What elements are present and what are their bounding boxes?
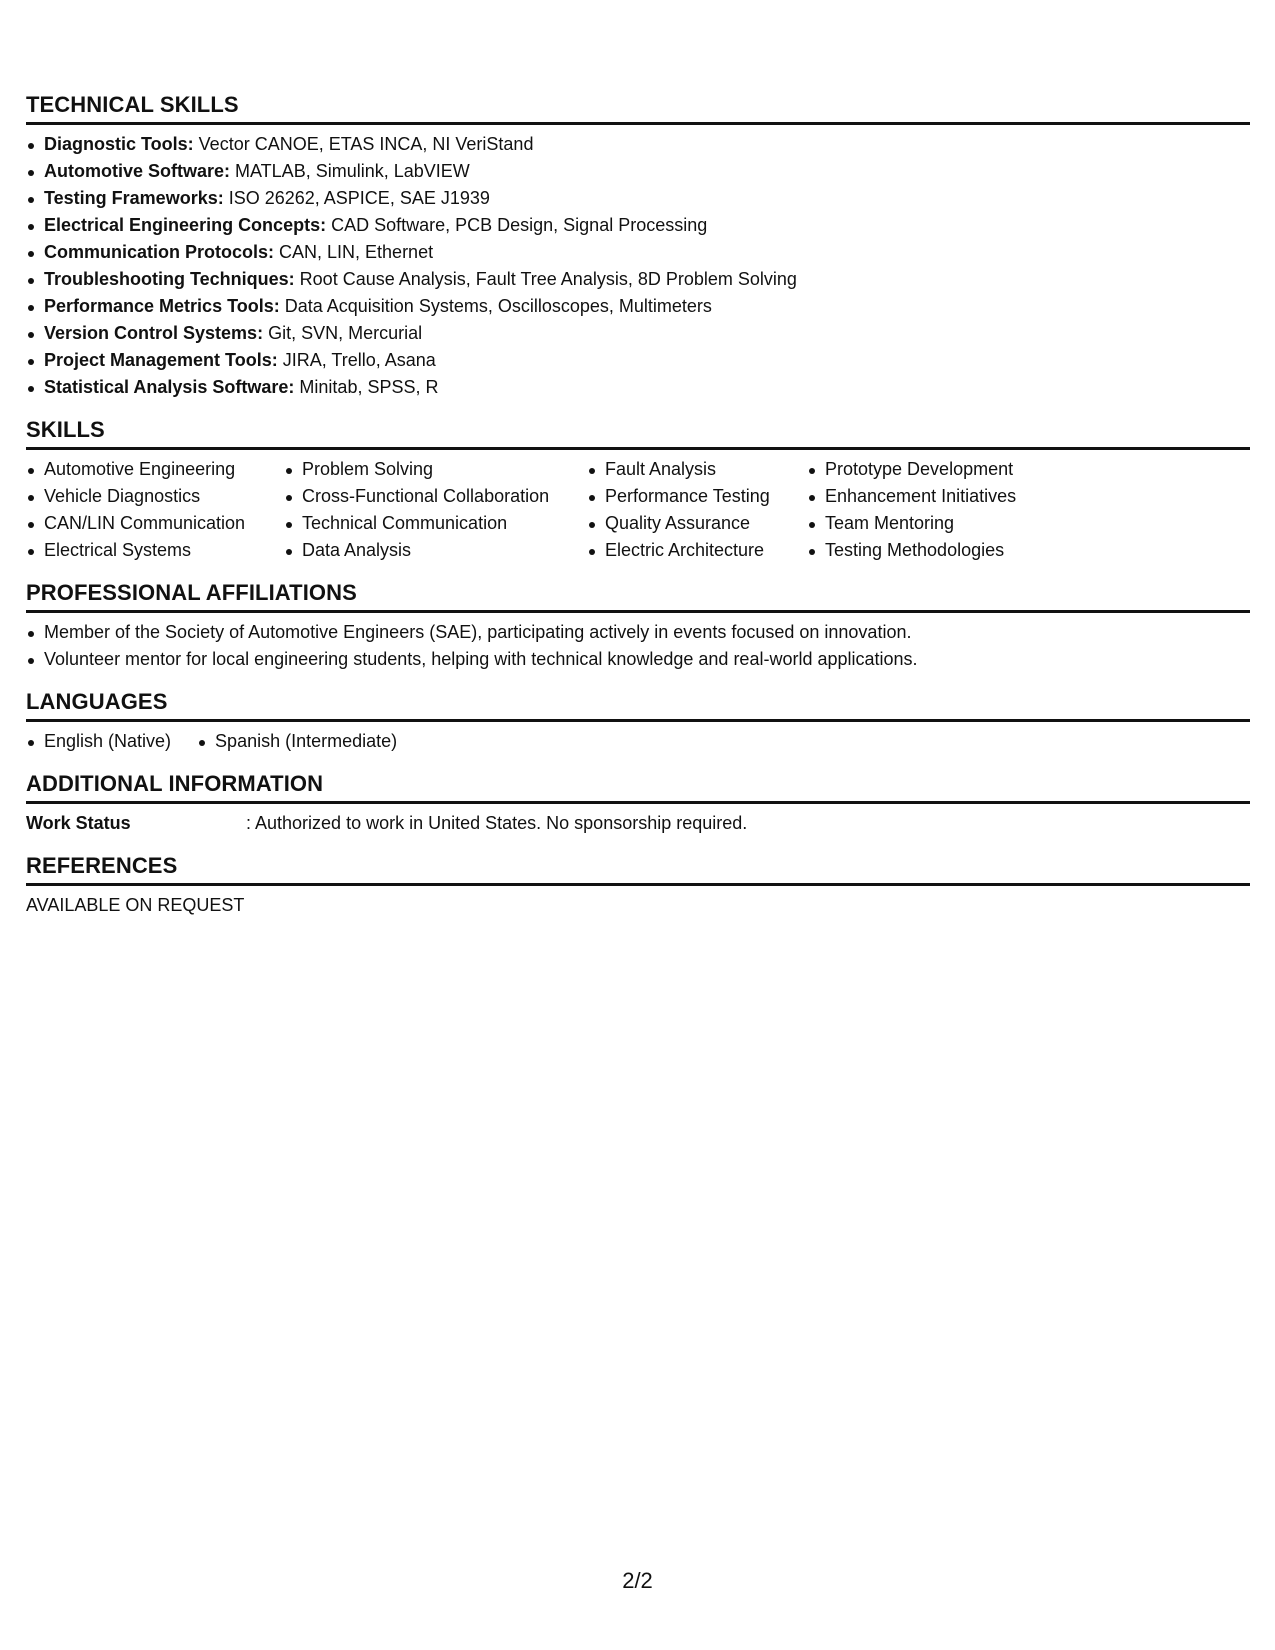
skills-grid [26, 456, 1250, 564]
technical-skill-item: Testing Frameworks: ISO 26262, ASPICE, SAE J1939 [26, 185, 1250, 212]
additional-info-section [26, 771, 1250, 837]
languages-list [26, 728, 1250, 755]
technical-skill-item: Version Control Systems: Git, SVN, Mercurial [26, 320, 1250, 347]
technical-skill-item: Statistical Analysis Software: Minitab, SPSS, R [26, 374, 1250, 401]
work-status-value: : Authorized to work in United States. No sponsorship required. [246, 813, 748, 833]
skill-item: Team Mentoring [807, 510, 1067, 537]
skill-item: Automotive Engineering [26, 456, 284, 483]
affiliations-heading: PROFESSIONAL AFFILIATIONS [26, 580, 1250, 613]
affiliations-list [26, 619, 1250, 673]
technical-skill-item: Automotive Software: MATLAB, Simulink, LabVIEW [26, 158, 1250, 185]
skills-column [587, 456, 807, 564]
languages-heading: LANGUAGES [26, 689, 1250, 722]
skills-column [807, 456, 1067, 564]
work-status-label: Work Status [26, 813, 131, 833]
skill-item: Fault Analysis [587, 456, 807, 483]
skills-heading: SKILLS [26, 417, 1250, 450]
additional-info-heading: ADDITIONAL INFORMATION [26, 771, 1250, 804]
skills-column [26, 456, 284, 564]
skill-item: Enhancement Initiatives [807, 483, 1067, 510]
skill-item: CAN/LIN Communication [26, 510, 284, 537]
skill-item: Testing Methodologies [807, 537, 1067, 564]
technical-skill-item: Communication Protocols: CAN, LIN, Ethernet [26, 239, 1250, 266]
references-heading: REFERENCES [26, 853, 1250, 886]
language-item: Spanish (Intermediate) [197, 728, 397, 755]
resume-page [26, 0, 1250, 919]
language-item: English (Native) [26, 728, 171, 755]
affiliations-section [26, 580, 1250, 673]
skill-item: Electric Architecture [587, 537, 807, 564]
skill-item: Quality Assurance [587, 510, 807, 537]
skill-item: Technical Communication [284, 510, 587, 537]
references-section [26, 853, 1250, 919]
technical-skills-list [26, 131, 1250, 401]
technical-skills-heading: TECHNICAL SKILLS [26, 92, 1250, 125]
references-text: AVAILABLE ON REQUEST [26, 895, 245, 915]
skill-item: Electrical Systems [26, 537, 284, 564]
technical-skill-item: Troubleshooting Techniques: Root Cause Analysis, Fault Tree Analysis, 8D Problem Solving [26, 266, 1250, 293]
affiliation-item: Volunteer mentor for local engineering students, helping with technical knowledge and real-world applications. [26, 646, 1250, 673]
skill-item: Prototype Development [807, 456, 1067, 483]
languages-section [26, 689, 1250, 755]
skill-item: Data Analysis [284, 537, 587, 564]
work-status-row [26, 810, 1250, 837]
technical-skill-item: Project Management Tools: JIRA, Trello, Asana [26, 347, 1250, 374]
skills-section [26, 417, 1250, 564]
affiliation-item: Member of the Society of Automotive Engineers (SAE), participating actively in events focused on innovation. [26, 619, 1250, 646]
skill-item: Vehicle Diagnostics [26, 483, 284, 510]
technical-skill-item: Diagnostic Tools: Vector CANOE, ETAS INCA, NI VeriStand [26, 131, 1250, 158]
skills-column [284, 456, 587, 564]
page-number: 2/2 [622, 1568, 653, 1593]
skill-item: Performance Testing [587, 483, 807, 510]
technical-skill-item: Electrical Engineering Concepts: CAD Software, PCB Design, Signal Processing [26, 212, 1250, 239]
technical-skills-section [26, 92, 1250, 401]
technical-skill-item: Performance Metrics Tools: Data Acquisition Systems, Oscilloscopes, Multimeters [26, 293, 1250, 320]
skill-item: Problem Solving [284, 456, 587, 483]
skill-item: Cross-Functional Collaboration [284, 483, 587, 510]
